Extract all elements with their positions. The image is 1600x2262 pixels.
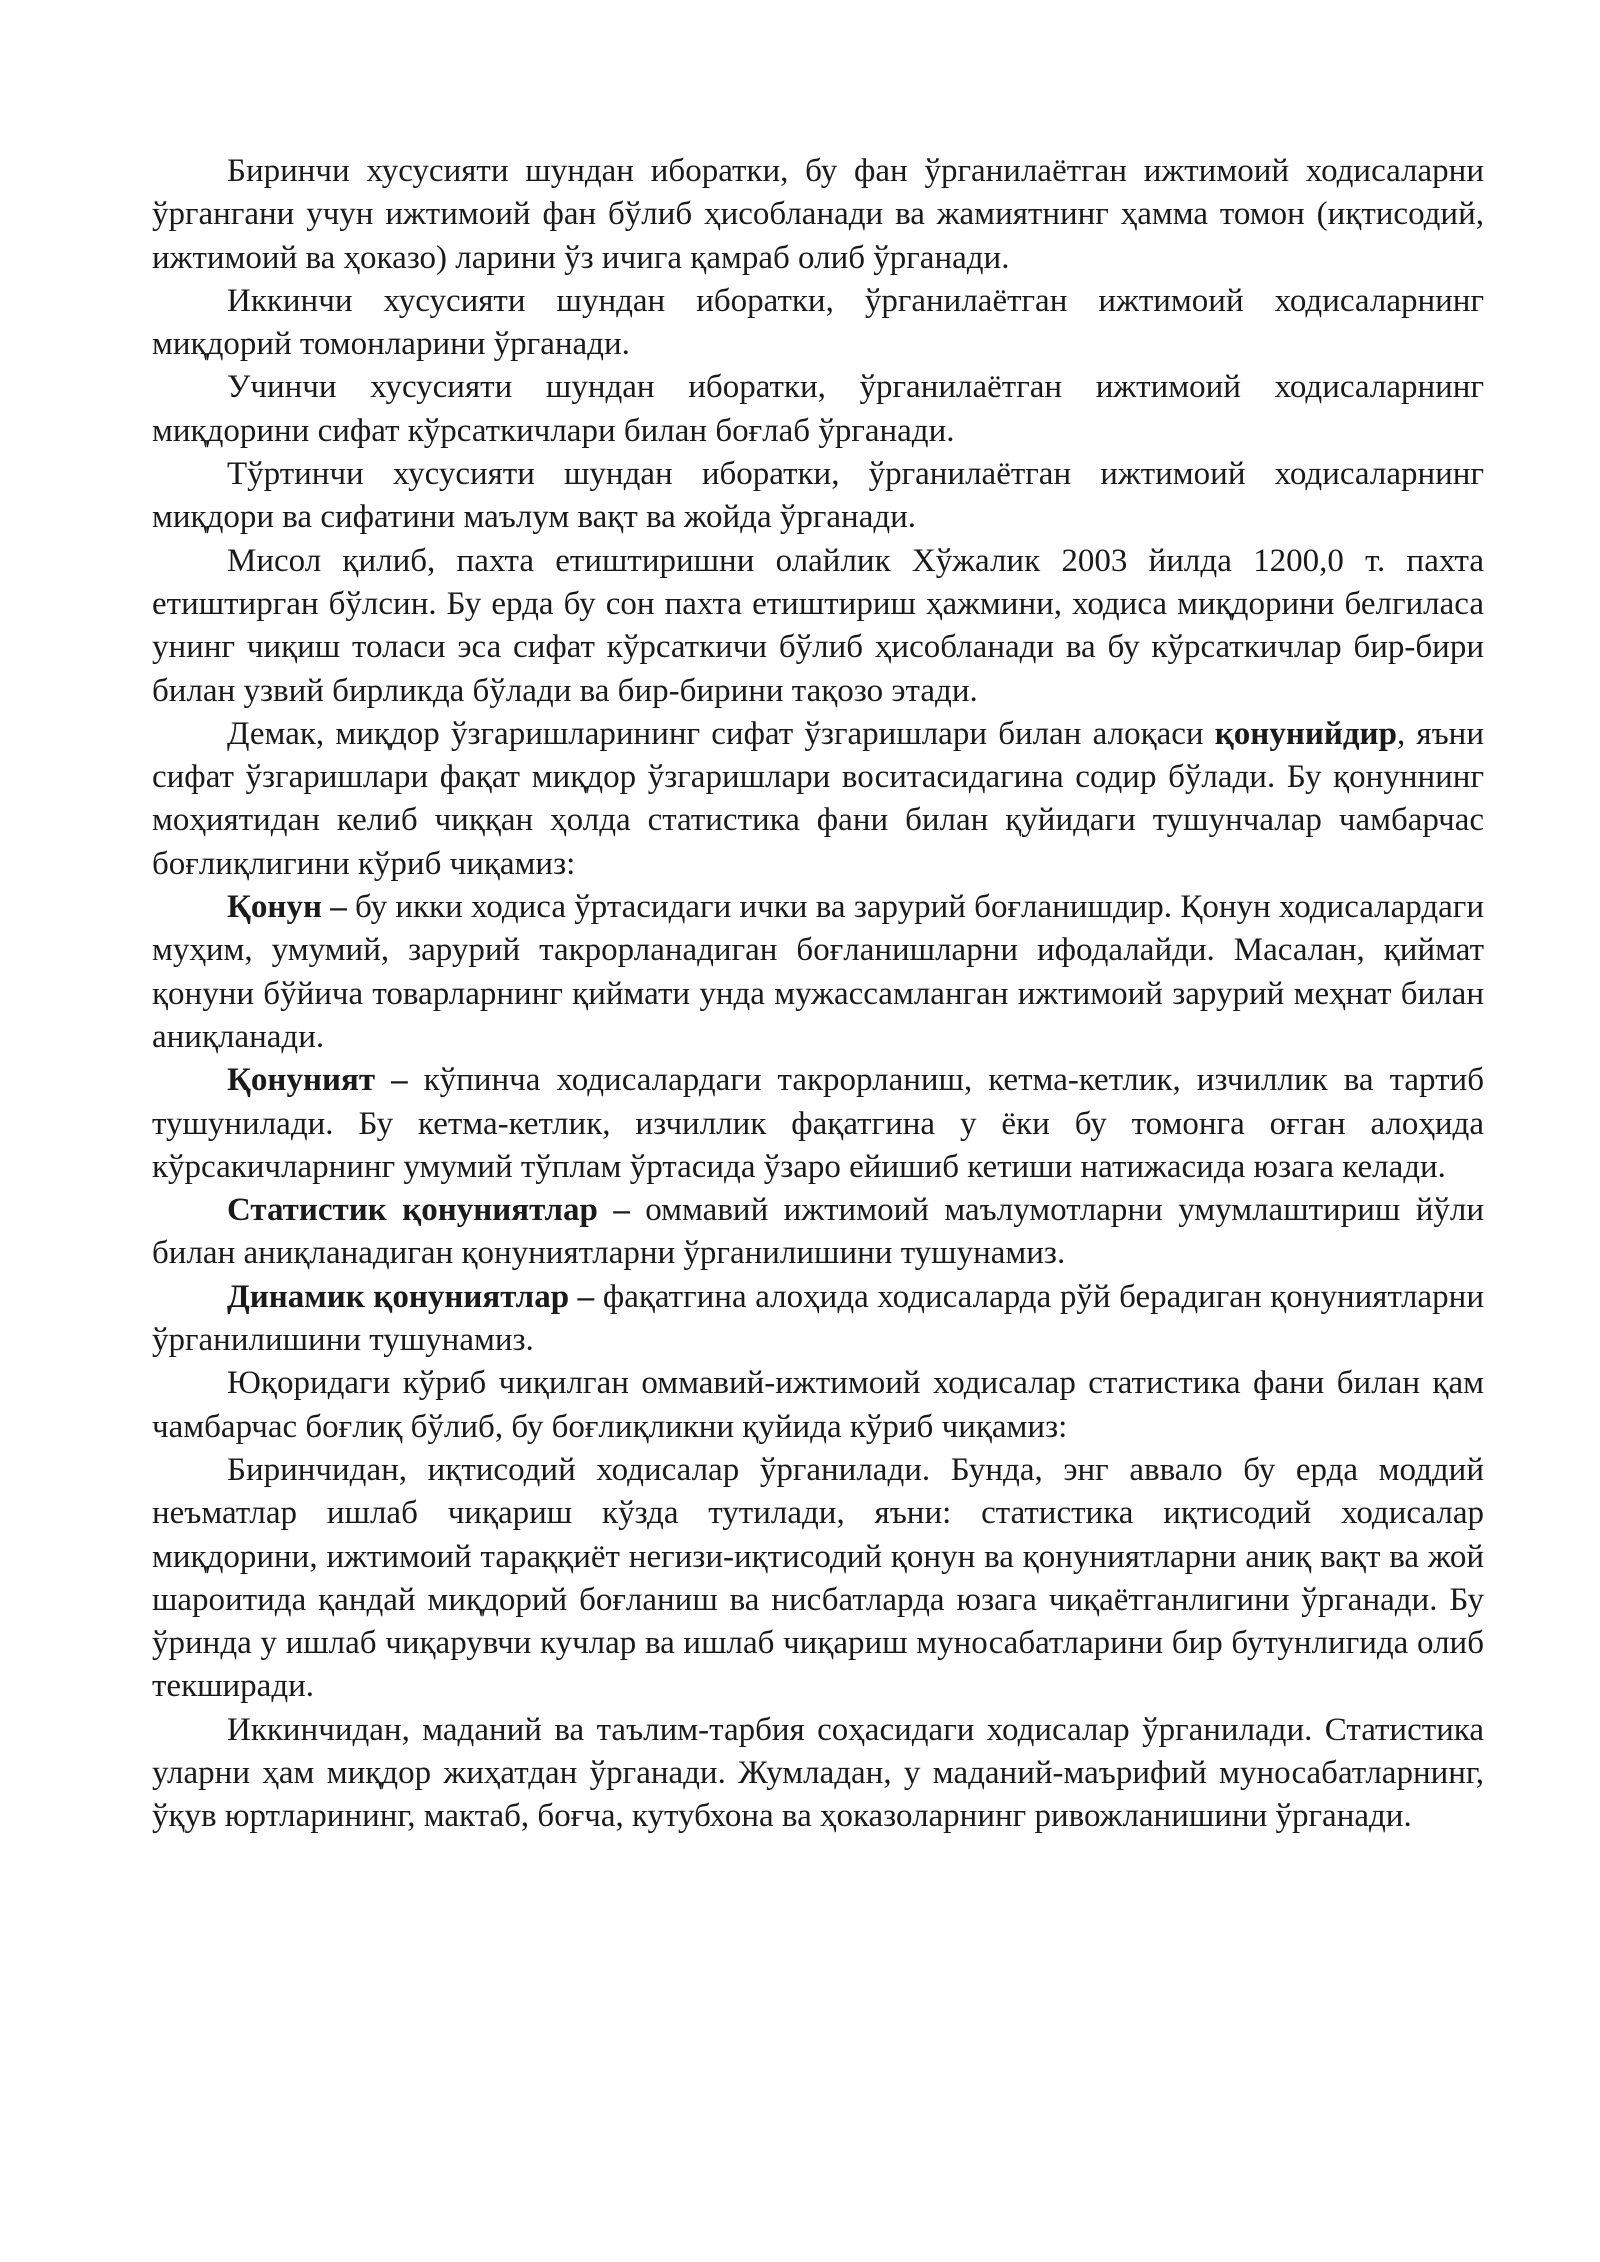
paragraph-first-feature xyxy=(152,150,1484,280)
paragraph-cotton-example xyxy=(152,540,1484,713)
paragraph-definition-dynamic xyxy=(152,1276,1484,1363)
bold-term: Қонуният – xyxy=(227,1062,408,1099)
paragraph-text-before: Демак, миқдор ўзгаришларининг сифат ўзгаришлари билан алоқаси xyxy=(227,715,1215,752)
bold-term: Статистик қонуниятлар – xyxy=(227,1192,630,1229)
paragraph-text: Иккинчи хусусияти шундан иборатки, ўрганилаётган ижтимоий ходисаларнинг миқдорий томонларини ўрганади. xyxy=(152,282,1484,363)
paragraph-text: Иккинчидан, маданий ва таълим-тарбия соҳасидаги ходисалар ўрганилади. Статистика уларни ҳам миқдор жиҳатдан ўрганади. Жумладан, у маданий-маърифий муносабатларнинг, ўқув юртларининг, мактаб, боғча, кутубхона ва ҳоказоларнинг ривожланишини ўрганади. xyxy=(152,1711,1484,1835)
bold-term: Қонун – xyxy=(227,889,347,926)
definition-text: кўпинча ходисалардаги такрорланиш, кетма-кетлик, изчиллик ва тартиб тушунилади. Бу кетма-кетлик, изчиллик фақатгина у ёки бу томонга оғган алоҳида кўрсакичларнинг умумий тўплам ўртасида ўзаро ейишиб кетиши натижасида юзага келади. xyxy=(152,1062,1484,1185)
document-body xyxy=(152,150,1484,1839)
paragraph-definition-law xyxy=(152,886,1484,1059)
paragraph-fourth-feature xyxy=(152,453,1484,540)
paragraph-text: Биринчидан, иқтисодий ходисалар ўрганилади. Бунда, энг аввало бу ерда моддий неъматлар ишлаб чиқариш кўзда тутилади, яъни: статистика иқтисодий ходисалар миқдорини, ижтимоий тараққиёт негизи-иқтисодий қонун ва қонуниятларни аниқ вақт ва жой шароитида қандай миқдорий боғланиш ва нисбатларда юзага чиқаётганлигини ўрганади. Бу ўринда у ишлаб чиқарувчи кучлар ва ишлаб чиқариш муносабатларини бир бутунлигида олиб текширади. xyxy=(152,1451,1484,1705)
paragraph-definition-regularity xyxy=(152,1059,1484,1189)
paragraph-text: Тўртинчи хусусияти шундан иборатки, ўрганилаётган ижтимоий ходисаларнинг миқдори ва сифатини маълум вақт ва жойда ўрганади. xyxy=(152,456,1484,536)
paragraph-mass-phenomena xyxy=(152,1362,1484,1449)
definition-text: бу икки ходиса ўртасидаги ички ва зарурий боғланишдир. Қонун ходисалардаги муҳим, умумий, зарурий такрорланадиган боғланишларни ифодалайди. Масалан, қиймат қонуни бўйича товарларнинг қиймати унда мужассамланган ижтимоий зарурий меҳнат билан аниқланади. xyxy=(152,889,1484,1055)
paragraph-second-feature xyxy=(152,280,1484,367)
definition-text: фақатгина алоҳида ходисаларда рўй берадиган қонуниятларни ўрганилишини тушунамиз. xyxy=(152,1278,1484,1359)
definition-text: оммавий ижтимоий маълумотларни умумлаштириш йўли билан аниқланадиган қонуниятларни ўрганилишини тушунамиз. xyxy=(152,1192,1484,1272)
paragraph-quantity-quality xyxy=(152,713,1484,886)
paragraph-cultural xyxy=(152,1709,1484,1839)
paragraph-economic xyxy=(152,1449,1484,1709)
paragraph-text: Юқоридаги кўриб чиқилган оммавий-ижтимоий ходисалар статистика фани билан қам чамбарчас боғлиқ бўлиб, бу боғлиқликни қуйида кўриб чиқамиз: xyxy=(152,1365,1484,1445)
paragraph-definition-statistical xyxy=(152,1189,1484,1276)
bold-term: Динамик қонуниятлар – xyxy=(227,1278,595,1315)
paragraph-text: Мисол қилиб, пахта етиштиришни олайлик Хўжалик 2003 йилда 1200,0 т. пахта етиштирган бўлсин. Бу ерда бу сон пахта етиштириш ҳажмини, ходиса миқдорини белгиласа унинг чиқиш толаси эса сифат кўрсаткичи бўлиб ҳисобланади ва бу кўрсаткичлар бир-бири билан узвий бирликда бўлади ва бир-бирини тақозо этади. xyxy=(152,542,1484,709)
paragraph-text-after: , яъни сифат ўзгаришлари фақат миқдор ўзгаришлари воситасидагина содир бўлади. Бу қонуннинг моҳиятидан келиб чиққан ҳолда статистика фани билан қуйидаги тушунчалар чамбарчас боғлиқлигини кўриб чиқамиз: xyxy=(152,715,1484,882)
bold-term: қонунийдир xyxy=(1214,715,1397,752)
paragraph-text: Биринчи хусусияти шундан иборатки, бу фан ўрганилаётган ижтимоий ходисаларни ўргангани учун ижтимоий фан бўлиб ҳисобланади ва жамиятнинг ҳамма томон (иқтисодий, ижтимоий ва ҳоказо) ларини ўз ичига қамраб олиб ўрганади. xyxy=(152,153,1484,276)
paragraph-text: Учинчи хусусияти шундан иборатки, ўрганилаётган ижтимоий ходисаларнинг миқдорини сифат кўрсаткичлари билан боғлаб ўрганади. xyxy=(152,369,1484,449)
paragraph-third-feature xyxy=(152,366,1484,453)
